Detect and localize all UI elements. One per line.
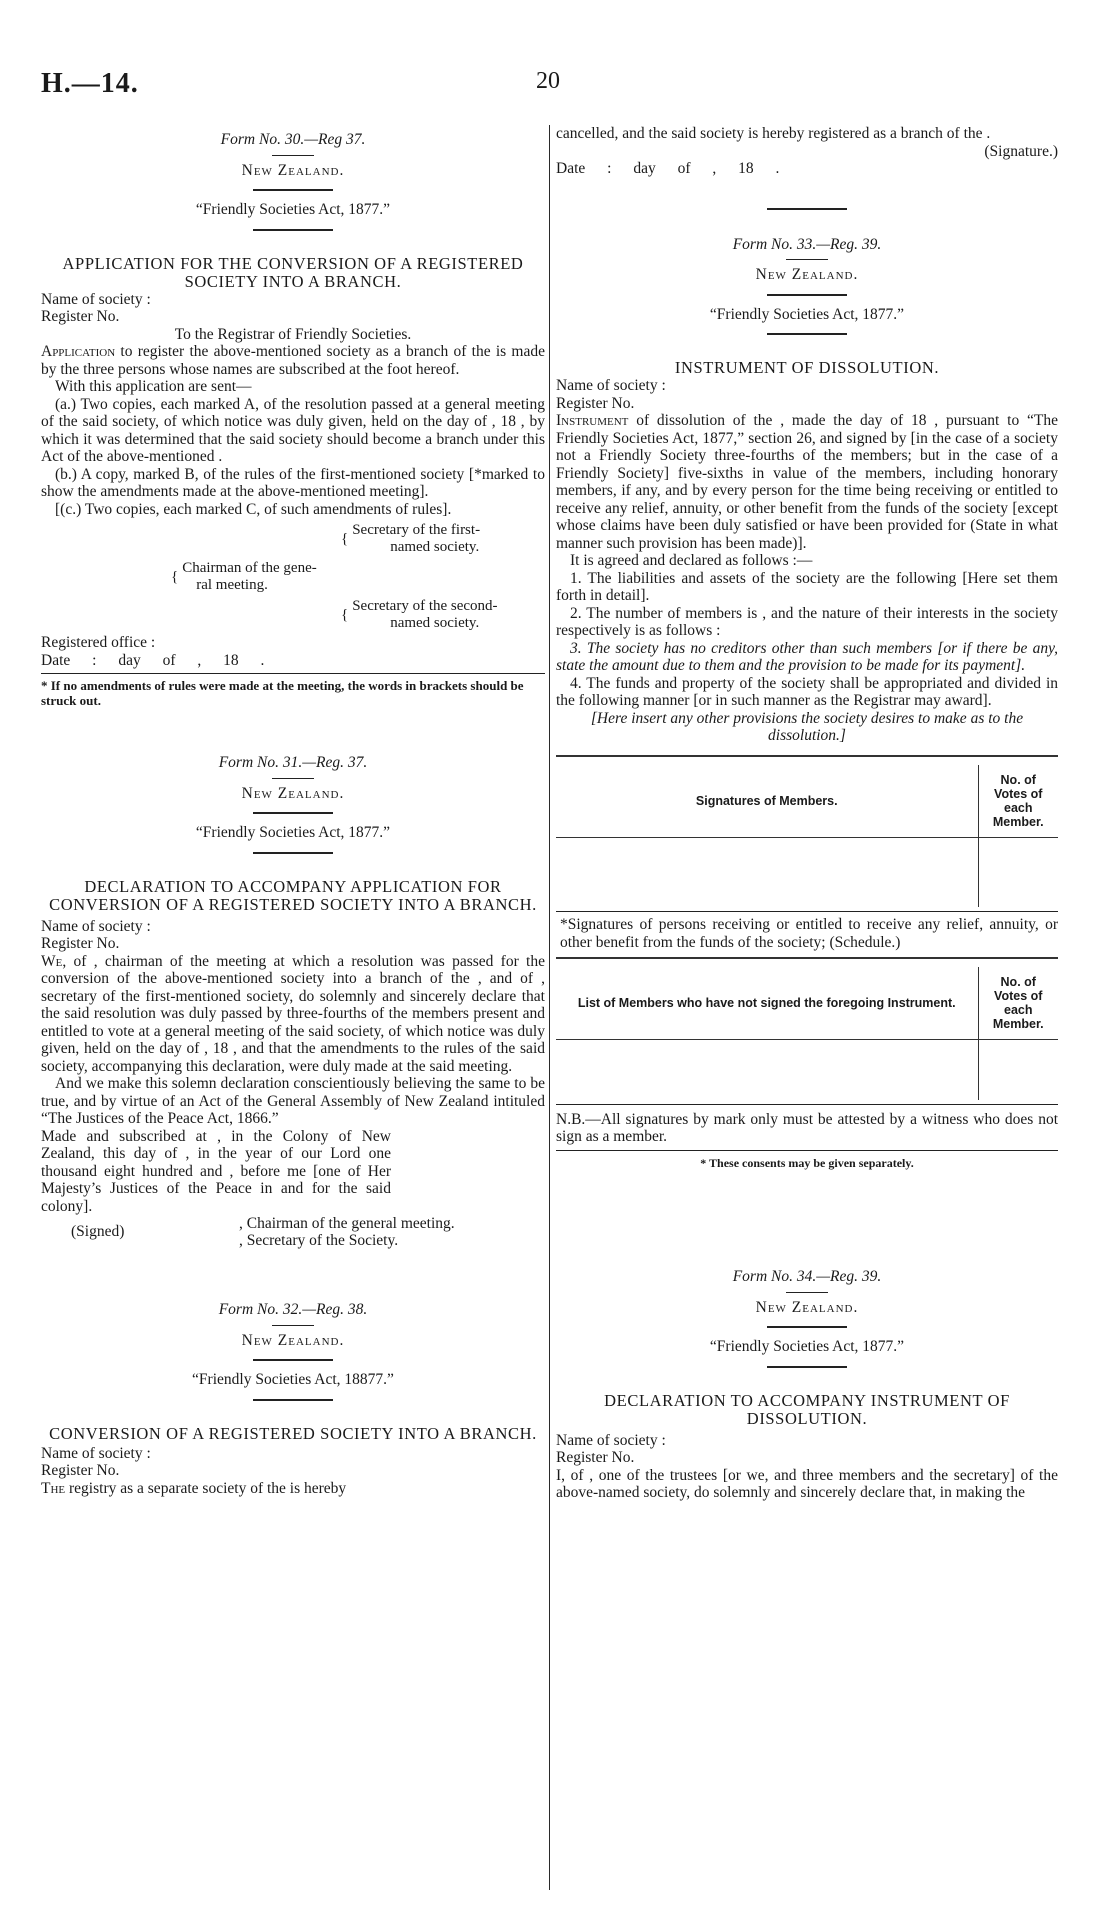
members-list-area [556, 1040, 978, 1100]
divider [253, 1399, 333, 1401]
clause-1: 1. The liabilities and assets of the society are the following [Here set them forth in detail]. [556, 569, 1058, 604]
enclosure-a: (a.) Two copies, each marked A, of the resolution passed at a general meeting of the said society, of which notice was duly given, held on the day of , 18 , by which it was determined that the said society should become a branch under this Act of the above-mentioned . [41, 395, 545, 465]
members-signature-table [556, 755, 1058, 908]
divider [272, 778, 314, 779]
page-number: 20 [536, 68, 560, 94]
secretary-first-label: Secretary of the first- [352, 522, 481, 538]
act-heading: “Friendly Societies Act, 1877.” [195, 824, 391, 841]
chairman-signature-line: , Chairman of the general meeting. [239, 1215, 455, 1232]
subscription-text: Made and subscribed at , in the Colony of New Zealand, this day of , in the year of our Lord one thousand eight hundred and , before me [one of Her Majesty’s Justices of the Peace in and for the said colony]. [41, 1127, 391, 1215]
right-column [556, 125, 1058, 1895]
footnote: * If no amendments of rules were made at the meeting, the words in brackets should be struck out. [41, 678, 524, 708]
act-heading: “Friendly Societies Act, 18877.” [192, 1371, 394, 1388]
paragraph-lead: Instrument [556, 412, 629, 429]
addressee: To the Registrar of Friendly Societies. [174, 325, 412, 343]
divider [786, 259, 828, 260]
non-signing-members-table [556, 957, 1058, 1100]
form-number: Form No. 33.—Reg. 39. [732, 235, 882, 253]
form-number: Form No. 31.—Reg. 37. [218, 754, 368, 771]
act-heading: “Friendly Societies Act, 1877.” [195, 201, 391, 218]
date-line: Date : day of , 18 . [556, 160, 780, 177]
enclosures-intro: With this application are sent— [55, 378, 252, 395]
country-heading: New Zealand. [241, 1331, 345, 1349]
form-number: Form No. 32.—Reg. 38. [218, 1301, 368, 1318]
divider [253, 1359, 333, 1361]
society-name-label: Name of society : [41, 1444, 151, 1462]
register-number-label: Register No. [41, 1462, 120, 1479]
form-title: CONVERSION OF A REGISTERED SOCIETY INTO A BRANCH. [49, 1423, 537, 1443]
form-title: APPLICATION FOR THE CONVERSION OF A REGISTERED SOCIETY INTO A BRANCH. [62, 253, 524, 291]
solemn-declaration: And we make this solemn declaration conscientiously believing the same to be true, and by virtue of an Act of the General Assembly of New Zealand intituled “The Justices of the Peace Act, 1866.” [41, 1075, 545, 1127]
page-header [0, 68, 1114, 108]
form-number: Form No. 30.—Reg 37. [220, 131, 366, 148]
form-32-continuation: cancelled, and the said society is hereby registered as a branch of the . [556, 125, 991, 142]
table-header-votes: No. of Votes of each Member. [978, 967, 1058, 1040]
enclosure-b: (b.) A copy, marked B, of the rules of the first-mentioned society [*marked to show the amendments made at the above-mentioned meeting]. [41, 465, 545, 500]
table-header-members: List of Members who have not signed the foregoing Instrument. [556, 967, 978, 1040]
register-number-label: Register No. [556, 394, 635, 412]
declaration-text: of , chairman of the meeting at which a resolution was passed for the conversion of the above-mentioned society into a branch of the , and of , secretary of the first-mentioned society, do solemnly and sincerely declare that the said resolution was duly passed by three-fourths of the members present and entitled to vote at a general meeting of the said society, of which notice was duly given, held on the day of , 18 , and that the amendments to the rules of the said society, accompanying this declaration, were duly made at the said meeting. [41, 952, 545, 1075]
divider [272, 155, 314, 156]
application-text: to register the above-mentioned society as a branch of the is made by the three persons whose names are subscribed at the foot hereof. [41, 343, 546, 378]
enclosure-c: [(c.) Two copies, each marked C, of such amendments of rules]. [55, 500, 452, 518]
society-name-label: Name of society : [556, 1431, 666, 1449]
country-heading: New Zealand. [755, 266, 859, 283]
form-30 [41, 131, 545, 708]
signed-label: (Signed) [71, 1223, 125, 1240]
divider [767, 1366, 847, 1368]
society-name-label: Name of society : [556, 377, 666, 394]
form-title: DECLARATION TO ACCOMPANY INSTRUMENT OF DISSOLUTION. [604, 1390, 1010, 1428]
signature-label: (Signature.) [984, 142, 1058, 160]
secretary-signature-line: , Secretary of the Society. [239, 1232, 399, 1249]
form-number: Form No. 34.—Reg. 39. [732, 1268, 882, 1285]
form-34 [556, 1268, 1058, 1502]
chairman-label-cont: ral meeting. [196, 577, 268, 593]
insert-provisions: [Here insert any other provisions the society desires to make as to the dissolution.] [590, 709, 1024, 744]
society-name-label: Name of society : [41, 290, 151, 308]
register-number-label: Register No. [41, 935, 120, 952]
divider [767, 333, 847, 335]
date-line: Date : day of , 18 . [41, 651, 265, 669]
secretary-second-label-cont: named society. [390, 615, 480, 631]
secretary-first-label-cont: named society. [390, 539, 480, 555]
divider [253, 229, 333, 231]
table-header-signatures: Signatures of Members. [556, 765, 978, 838]
document-reference: H.—14. [41, 68, 139, 99]
votes-area [978, 1040, 1058, 1100]
register-number-label: Register No. [556, 1449, 635, 1466]
country-heading: New Zealand. [241, 161, 345, 179]
form-32 [41, 1301, 545, 1497]
clause-4: 4. The funds and property of the society shall be appropriated and divided in the following manner [or in such manner as the Registrar may award]. [556, 674, 1058, 709]
form-31 [41, 754, 545, 1255]
clause-2: 2. The number of members is , and the nature of their interests in the society respectively is as follows : [556, 604, 1058, 639]
register-number-label: Register No. [41, 308, 120, 325]
nota-bene: N.B.—All signatures by mark only must be attested by a witness who does not sign as a member. [556, 1110, 1058, 1145]
divider [556, 1150, 1058, 1151]
registered-office-label: Registered office : [41, 634, 156, 651]
votes-area [978, 837, 1058, 907]
divider [556, 911, 1058, 912]
paragraph-lead: We, [41, 952, 67, 970]
divider [767, 208, 847, 210]
country-heading: New Zealand. [755, 1298, 859, 1316]
country-heading: New Zealand. [241, 784, 345, 802]
declaration-text: I, of , one of the trustees [or we, and three members and the secretary] of the above-named society, do solemnly and sincerely declare that, in making the [556, 1466, 1058, 1501]
beneficiaries-note: *Signatures of persons receiving or entitled to receive any relief, annuity, or other benefit from the funds of the society; (Schedule.) [560, 916, 1058, 951]
chairman-label: Chairman of the gene- [182, 560, 317, 576]
divider [767, 1326, 847, 1328]
paragraph-lead: Application [41, 343, 116, 360]
divider [556, 1104, 1058, 1105]
act-heading: “Friendly Societies Act, 1877.” [709, 1338, 905, 1355]
signature-block [41, 1215, 545, 1255]
column-divider [549, 125, 550, 1890]
signature-area [556, 837, 978, 907]
divider [253, 852, 333, 854]
secretary-second-label: Secretary of the second- [352, 598, 498, 614]
consents-note: * These consents may be given separately. [700, 1155, 914, 1170]
divider [253, 812, 333, 814]
form-title: INSTRUMENT OF DISSOLUTION. [674, 358, 940, 377]
form-title: DECLARATION TO ACCOMPANY APPLICATION FOR CONVERSION OF A REGISTERED SOCIETY INTO A BRANCH. [49, 876, 537, 914]
act-heading: “Friendly Societies Act, 1877.” [709, 305, 905, 323]
divider [41, 673, 545, 674]
signature-block: { Secretary of the first- named society. { Chairman of the gene- ral meeting. { Secretary of the second- named society. [171, 522, 498, 631]
divider [272, 1325, 314, 1326]
society-name-label: Name of society : [41, 917, 151, 935]
divider [786, 1292, 828, 1293]
clause-3: 3. The society has no creditors other than such members [or if there be any, state the amount due to them and the provision to be made for its payment]. [556, 639, 1058, 674]
divider [767, 294, 847, 296]
table-header-votes: No. of Votes of each Member. [978, 765, 1058, 838]
paragraph-lead: The [41, 1479, 66, 1497]
left-column [41, 125, 545, 1895]
instrument-text: of dissolution of the , made the day of 18 , pursuant to “The Friendly Societies Act, 1877,” section 26, and signed by [in the case of a society not a Friendly Society three-fourths of the members; but in the case of a Friendly Society] five-sixths in value of the members, including honorary members, if any, and by every person for the time being receiving or entitled to receive any relief, annuity, or other benefit from the funds of the society [except whose claims have been duly satisfied or have been provided for (State in what manner such provision has been made)]. [556, 412, 1058, 552]
form-33 [556, 236, 1058, 1173]
registry-text: registry as a separate society of the is hereby [69, 1479, 347, 1497]
divider [253, 189, 333, 191]
agreement-intro: It is agreed and declared as follows :— [570, 552, 813, 569]
